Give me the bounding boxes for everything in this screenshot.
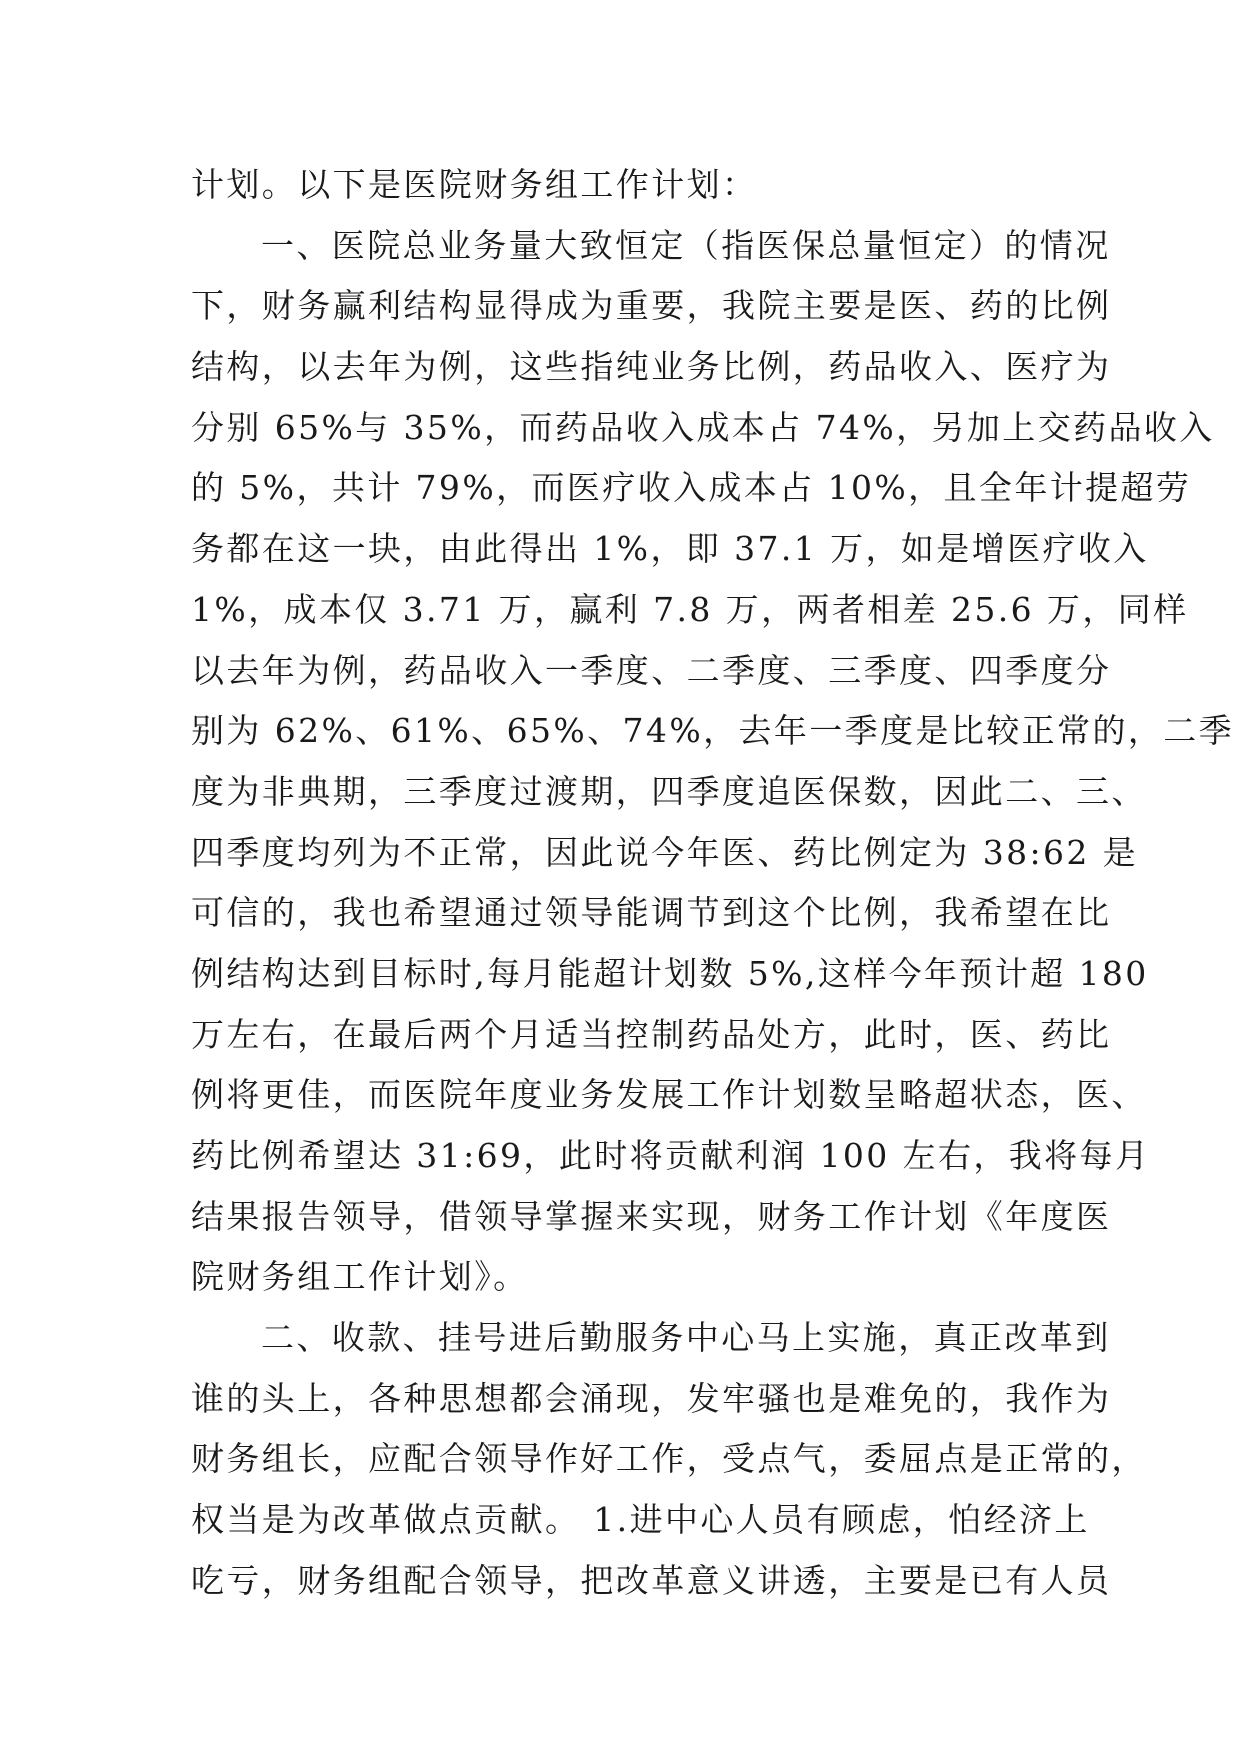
text-line: 的 5%，共计 79%，而医疗收入成本占 10%，且全年计提超劳	[191, 468, 1192, 508]
document-body	[191, 155, 1235, 1612]
text-line: 度为非典期，三季度过渡期，四季度追医保数，因此二、三、	[191, 771, 1147, 811]
text-line: 万左右，在最后两个月适当控制药品处方，此时，医、药比	[191, 1014, 1112, 1054]
text-line: 谁的头上，各种思想都会涌现，发牢骚也是难免的，我作为	[191, 1378, 1112, 1418]
text-line: 别为 62%、61%、65%、74%，去年一季度是比较正常的，二季	[191, 711, 1235, 751]
text-line: 务都在这一块，由此得出 1%，即 37.1 万，如是增医疗收入	[191, 529, 1149, 569]
text-line: 例将更佳，而医院年度业务发展工作计划数呈略超状态，医、	[191, 1075, 1147, 1115]
text-line: 1%，成本仅 3.71 万，赢利 7.8 万，两者相差 25.6 万，同样	[191, 589, 1189, 629]
text-line: 结果报告领导，借领导掌握来实现，财务工作计划《年度医	[191, 1196, 1112, 1236]
text-line: 权当是为改革做点贡献。 1.进中心人员有顾虑，怕经济上	[191, 1500, 1090, 1540]
text-line: 可信的，我也希望通过领导能调节到这个比例，我希望在比	[191, 893, 1112, 933]
text-line: 财务组长，应配合领导作好工作，受点气，委屈点是正常的，	[191, 1439, 1147, 1479]
text-line: 药比例希望达 31:69，此时将贡献利润 100 左右，我将每月	[191, 1136, 1151, 1175]
text-line: 结构，以去年为例，这些指纯业务比例，药品收入、医疗为	[191, 347, 1112, 387]
text-line: 例结构达到目标时,每月能超计划数 5%,这样今年预计超 180	[191, 953, 1149, 993]
paragraph-1-first-line: 一、医院总业务量大致恒定（指医保总量恒定）的情况	[261, 225, 1111, 265]
paragraph-2-first-line: 二、收款、挂号进后勤服务中心马上实施，真正改革到	[261, 1318, 1111, 1358]
text-line: 计划。以下是医院财务组工作计划：	[191, 165, 758, 204]
text-line: 四季度均列为不正常，因此说今年医、药比例定为 38:62 是	[191, 832, 1139, 872]
text-line: 以去年为例，药品收入一季度、二季度、三季度、四季度分	[191, 650, 1112, 690]
text-line: 吃亏，财务组配合领导，把改革意义讲透，主要是已有人员	[191, 1560, 1112, 1600]
text-line: 院财务组工作计划》。	[191, 1257, 529, 1297]
text-line: 分别 65%与 35%，而药品收入成本占 74%，另加上交药品收入	[191, 407, 1215, 447]
text-line: 下，财务赢利结构显得成为重要，我院主要是医、药的比例	[191, 286, 1112, 326]
